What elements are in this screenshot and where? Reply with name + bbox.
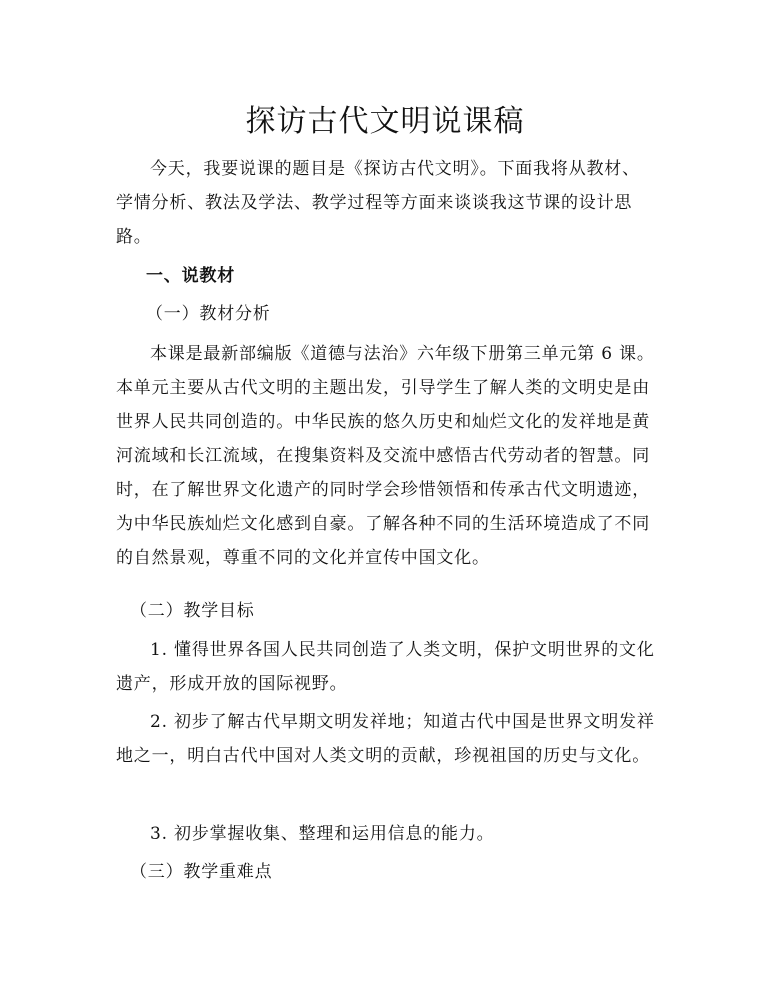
document-title: 探访古代文明说课稿 <box>245 104 525 139</box>
goal-item-2: 2. 初步了解古代早期文明发祥地；知道古代中国是世界文明发祥地之一，明白古代中国对人类文明的贡献，珍视祖国的历史与文化。 <box>116 712 655 766</box>
subheading-key-difficulties: （三）教学重难点 <box>130 862 273 882</box>
subheading-textbook-analysis: （一）教材分析 <box>146 304 271 324</box>
goal-item-1: 1. 懂得世界各国人民共同创造了人类文明，保护文明世界的文化遗产，形成开放的国际视野。 <box>116 640 655 694</box>
subheading-teaching-goals: （二）教学目标 <box>130 601 255 621</box>
section-heading-textbook: 一、说教材 <box>146 266 235 286</box>
textbook-analysis-paragraph: 本课是最新部编版《道德与法治》六年级下册第三单元第 6 课。本单元主要从古代文明的主题出发，引导学生了解人类的文明史是由世界人民共同创造的。中华民族的悠久历史和灿烂文化的发祥地是黄河流域和长江流域，在搜集资料及交流中感悟古代劳动者的智慧。同时，在了解世界文化遗产的同时学会珍惜领悟和传承古代文明遗迹，为中华民族灿烂文化感到自豪。了解各种不同的生活环境造成了不同的自然景观，尊重不同的文化并宣传中国文化。 <box>116 344 655 568</box>
intro-paragraph: 今天，我要说课的题目是《探访古代文明》。下面我将从教材、学情分析、教法及学法、教学过程等方面来谈谈我这节课的设计思路。 <box>116 159 640 247</box>
goal-item-3: 3. 初步掌握收集、整理和运用信息的能力。 <box>150 824 495 844</box>
